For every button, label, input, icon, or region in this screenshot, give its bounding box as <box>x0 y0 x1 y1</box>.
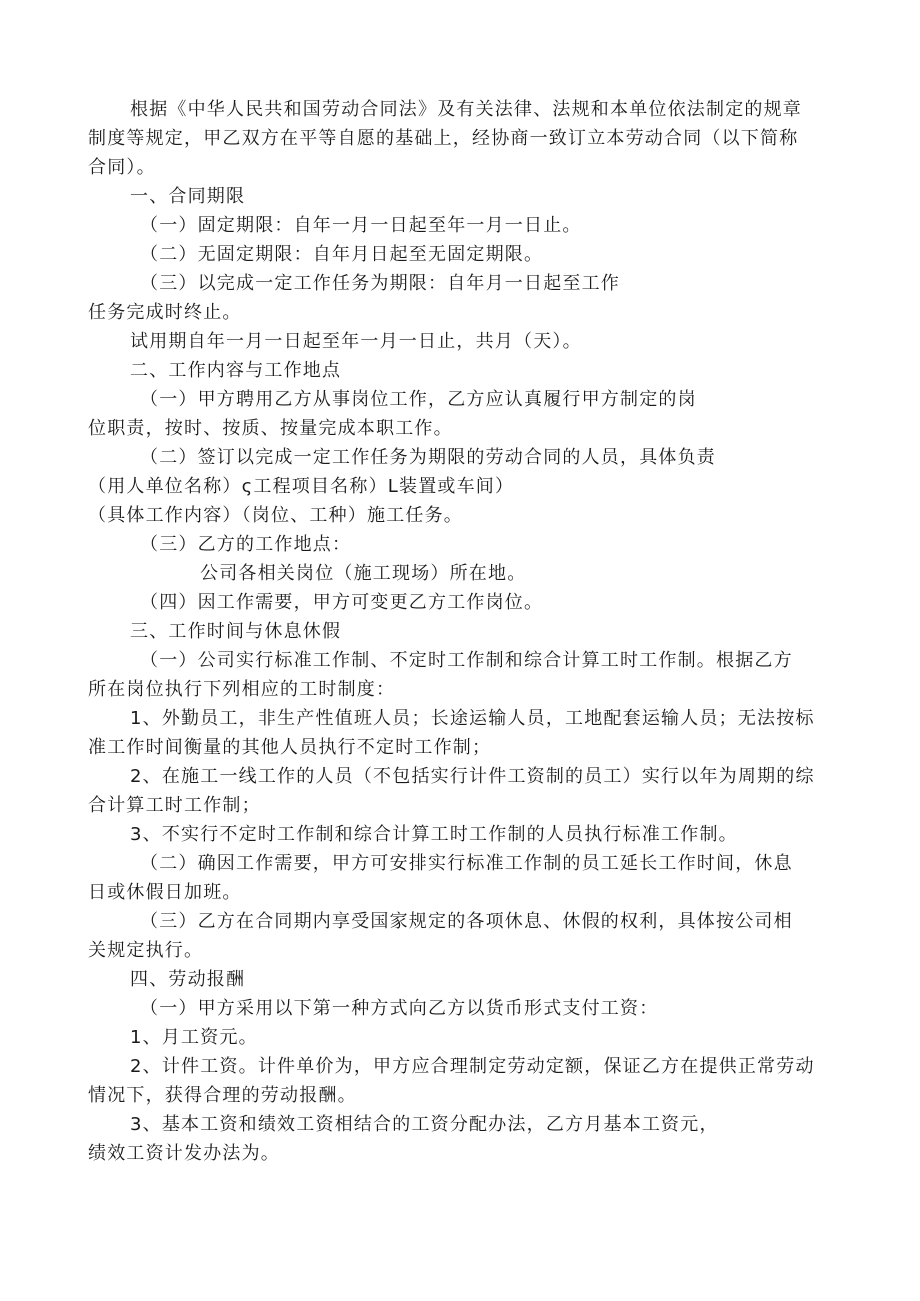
intro-line-1: 根据《中华人民共和国劳动合同法》及有关法律、法规和本单位依法制定的规章 <box>130 99 802 120</box>
hours-item-3: 3、不实行不定时工作制和综合计算工时工作制的人员执行标准工作制。 <box>130 824 738 845</box>
clause-task-term: （三）以完成一定工作任务为期限：自年月一日起至工作 <box>140 273 620 294</box>
clause-work-3-location: 公司各相关岗位（施工现场）所在地。 <box>200 563 527 584</box>
hours-item-1: 1、外勤员工，非生产性值班人员；长途运输人员，工地配套运输人员；无法按标 <box>130 708 815 729</box>
pay-item-1: 1、月工资元。 <box>130 1027 258 1048</box>
clause-hours-1-cont: 所在岗位执行下列相应的工时制度： <box>88 679 396 700</box>
clause-work-1: （一）甲方聘用乙方从事岗位工作，乙方应认真履行甲方制定的岗 <box>140 389 697 410</box>
clause-work-2-cont-a: （用人单位名称）ς工程项目名称）L装置或车间） <box>88 476 515 497</box>
pay-item-2-cont: 情况下，获得合理的劳动报酬。 <box>88 1085 357 1106</box>
section-heading-term: 一、合同期限 <box>130 186 246 207</box>
clause-hours-3-cont: 关规定执行。 <box>88 940 204 961</box>
probation-line: 试用期自年一月一日起至年一月一日止，共月（天）。 <box>130 331 582 352</box>
clause-task-term-cont: 任务完成时终止。 <box>88 302 242 323</box>
section-heading-work: 二、工作内容与工作地点 <box>130 360 342 381</box>
intro-line-2: 制度等规定，甲乙双方在平等自愿的基础上，经协商一致订立本劳动合同（以下简称 <box>88 128 799 149</box>
hours-item-1-cont: 准工作时间衡量的其他人员执行不定时工作制； <box>88 737 492 758</box>
intro-line-3: 合同）。 <box>88 157 156 178</box>
hours-item-2-cont: 合计算工时工作制； <box>88 795 261 816</box>
clause-hours-1: （一）公司实行标准工作制、不定时工作制和综合计算工时工作制。根据乙方 <box>140 650 793 671</box>
hours-item-2: 2、在施工一线工作的人员（不包括实行计件工资制的员工）实行以年为周期的综 <box>130 766 815 787</box>
clause-fixed-term: （一）固定期限：自年一月一日起至年一月一日止。 <box>140 215 582 236</box>
pay-item-3: 3、基本工资和绩效工资相结合的工资分配办法，乙方月基本工资元， <box>130 1114 719 1135</box>
clause-work-4: （四）因工作需要，甲方可变更乙方工作岗位。 <box>140 592 544 613</box>
clause-hours-2: （二）确因工作需要，甲方可安排实行标准工作制的员工延长工作时间，休息 <box>140 853 793 874</box>
clause-work-3: （三）乙方的工作地点： <box>140 534 352 555</box>
pay-item-2: 2、计件工资。计件单价为，甲方应合理制定劳动定额，保证乙方在提供正常劳动 <box>130 1056 815 1077</box>
clause-work-1-cont: 位职责，按时、按质、按量完成本职工作。 <box>88 418 453 439</box>
section-heading-hours: 三、工作时间与休息休假 <box>130 621 342 642</box>
clause-open-term: （二）无固定期限：自年月日起至无固定期限。 <box>140 244 544 265</box>
clause-hours-2-cont: 日或休假日加班。 <box>88 882 242 903</box>
clause-pay-1: （一）甲方采用以下第一种方式向乙方以货币形式支付工资： <box>140 998 659 1019</box>
clause-hours-3: （三）乙方在合同期内享受国家规定的各项休息、休假的权利，具体按公司相 <box>140 911 793 932</box>
clause-work-2-cont-b: （具体工作内容）（岗位、工种）施工任务。 <box>88 505 463 526</box>
clause-work-2: （二）签订以完成一定工作任务为期限的劳动合同的人员，具体负责 <box>140 447 716 468</box>
pay-item-3-cont: 绩效工资计发办法为。 <box>88 1143 280 1164</box>
section-heading-pay: 四、劳动报酬 <box>130 969 246 990</box>
